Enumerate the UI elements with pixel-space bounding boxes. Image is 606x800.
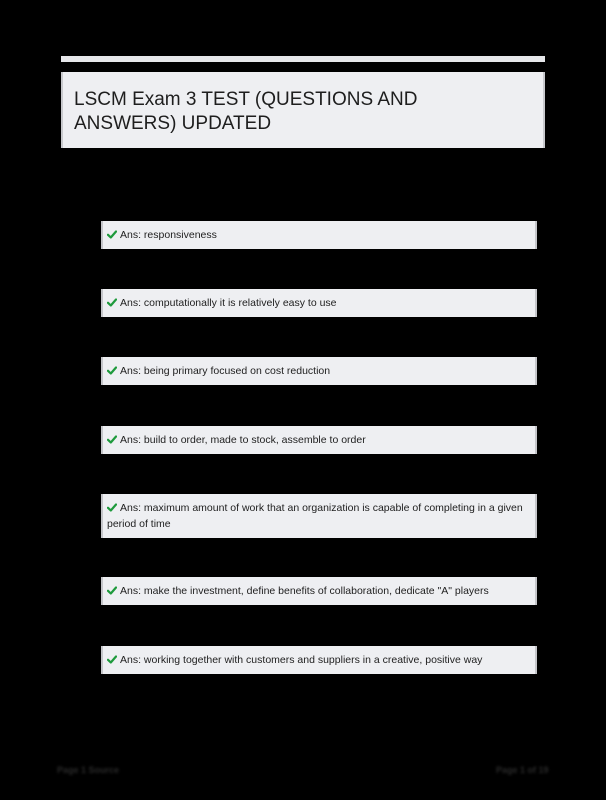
checkmark-icon bbox=[107, 655, 117, 664]
answer-box bbox=[101, 289, 537, 317]
title-box bbox=[61, 72, 545, 148]
top-divider bbox=[61, 56, 545, 62]
document-title: LSCM Exam 3 TEST (QUESTIONS AND ANSWERS) UPDATED bbox=[74, 89, 418, 134]
checkmark-icon bbox=[107, 230, 117, 239]
answer-box bbox=[101, 357, 537, 385]
answer-box bbox=[101, 494, 537, 538]
answer-box bbox=[101, 577, 537, 605]
footer-page-number: Page 1 of 19 bbox=[496, 765, 549, 775]
answer-text: Ans: responsiveness bbox=[120, 229, 217, 241]
answer-box bbox=[101, 426, 537, 454]
footer-source: Page 1 Source bbox=[57, 765, 120, 775]
checkmark-icon bbox=[107, 298, 117, 307]
checkmark-icon bbox=[107, 435, 117, 444]
answer-text: Ans: being primary focused on cost reduction bbox=[120, 365, 331, 377]
checkmark-icon bbox=[107, 586, 117, 595]
answer-box bbox=[101, 646, 537, 674]
answer-text: Ans: computationally it is relatively easy to use bbox=[120, 297, 337, 309]
answer-text: Ans: working together with customers and suppliers in a creative, positive way bbox=[120, 654, 483, 666]
answer-box bbox=[101, 221, 537, 249]
answer-text: Ans: maximum amount of work that an organization is capable of completing in a given period of time bbox=[107, 502, 523, 530]
checkmark-icon bbox=[107, 503, 117, 512]
answer-text: Ans: build to order, made to stock, assemble to order bbox=[120, 434, 366, 446]
answer-text: Ans: make the investment, define benefits of collaboration, dedicate "A" players bbox=[120, 585, 489, 597]
checkmark-icon bbox=[107, 366, 117, 375]
